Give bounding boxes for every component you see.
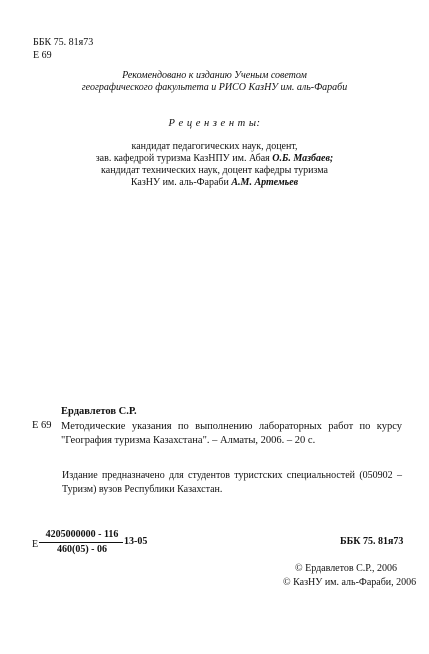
reviewer-1-name: О.Б. Мазбаев; (272, 153, 334, 164)
reviewer-2-line-1: кандидат технических наук, доцент кафедры туризма (101, 165, 328, 176)
copyright-university: © КазНУ им. аль-Фараби, 2006 (283, 577, 417, 588)
copyright-author: © Ердавлетов С.Р., 2006 (295, 563, 398, 574)
formula-suffix: 13-05 (124, 536, 148, 547)
reviewer-1-line-1: кандидат педагогических наук, доцент, (131, 141, 298, 152)
formula-denominator: 460(05) - 06 (57, 544, 107, 555)
reviewers-heading: Р е ц е н з е н т ы: (168, 118, 261, 129)
reviewer-2-line-2 (0, 177, 429, 188)
bib-index: Е 69 (32, 420, 52, 431)
reviewer-2-name: А.М. Артемьев (231, 177, 299, 188)
reviewer-1-line-2 (0, 153, 429, 164)
formula-fraction-line (39, 542, 123, 543)
formula-bbk: ББК 75. 81я73 (340, 536, 404, 547)
reviewer-1-affiliation: зав. кафедрой туризма КазНПУ им. Абая (95, 153, 270, 164)
bbk-code: ББК 75. 81я73 (33, 37, 94, 48)
bib-author: Ердавлетов С.Р. (61, 406, 137, 417)
bib-description: Методические указания по выполнению лабораторных работ по курсу "География туризма Казахстана". – Алматы, 2006. – 20 с. (61, 421, 402, 446)
recommendation-line-1: Рекомендовано к изданию Ученым советом (122, 70, 307, 81)
formula-numerator: 4205000000 - 116 (45, 529, 119, 540)
recommendation-line-2: географического факультета и РИСО КазНУ им. аль-Фараби (81, 82, 348, 93)
index-code: Е 69 (33, 50, 52, 61)
reviewer-2-affiliation: КазНУ им. аль-Фараби (130, 177, 229, 188)
annotation: Издание предназначено для студентов туристских специальностей (050902 – Туризм) вузов Республики Казахстан. (62, 470, 402, 495)
formula-prefix: Е (32, 539, 39, 550)
